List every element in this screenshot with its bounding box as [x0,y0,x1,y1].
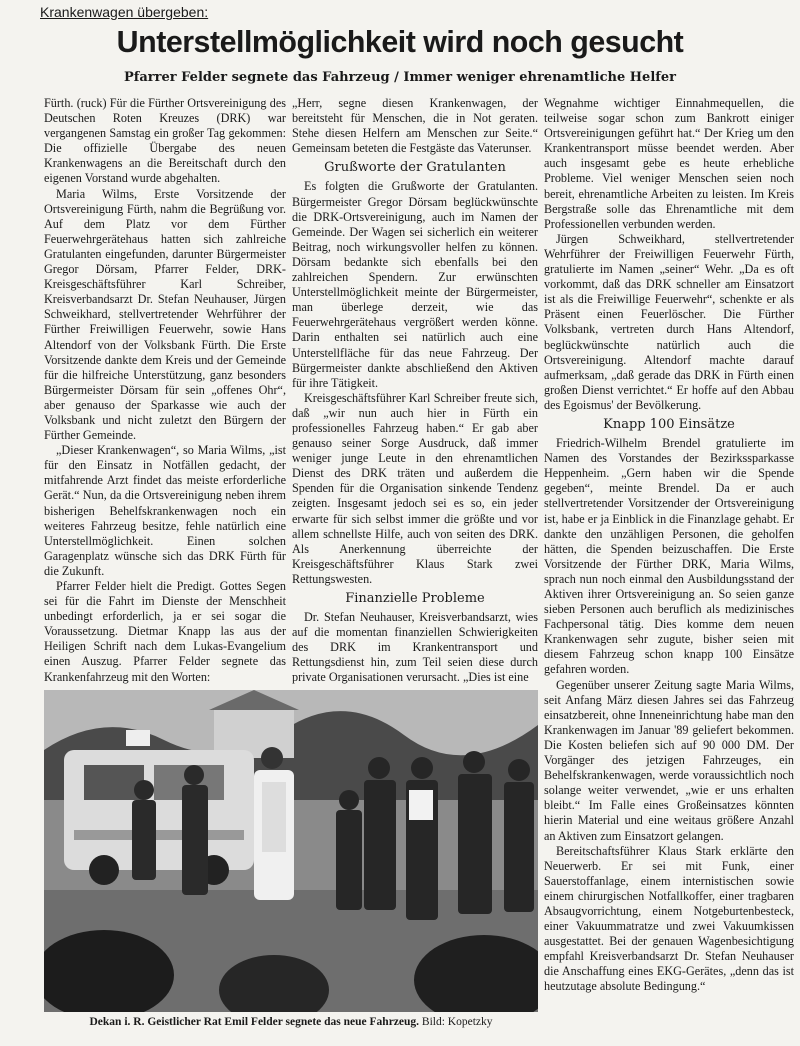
paragraph: Gegenüber unserer Zeitung sagte Maria Wilms, seit Anfang März diesen Jahres sei das Fahrzeug einsatzbereit, ohne Inneneinrichtung habe man den Krankenwagen im Januar '89 geliefert bekommen. Die Kosten beliefen sich auf 90 000 DM. Der Vorgänger des jetzigen Fahrzeuges, ein Behelfskrankenwagen, werde voraussichtlich noch solange weiter verwendet, „wie er uns erhalten bleibt.“ Im Falle eines Großeinsatzes könnten hierin Material und eine weitaus größere Anzahl an Aktiven zum Einsatzort gelangen. [544,677,794,843]
caption-text: Dekan i. R. Geistlicher Rat Emil Felder segnete das neue Fahrzeug. [89,1016,420,1028]
paragraph: Fürth. (ruck) Für die Fürther Ortsvereinigung des Deutschen Roten Kreuzes (DRK) war vergangenen Samstag ein großer Tag gekommen: Die offizielle Übergabe des neuen Krankenwagens an die Bereitschaft durch den eigenen Vorstand wurde abgehalten. [44,96,286,186]
article-column-3 [544,96,794,1046]
kicker: Krankenwagen übergeben: [40,4,209,20]
headline: Unterstellmöglichkeit wird noch gesucht [116,24,684,59]
paragraph: „Herr, segne diesen Krankenwagen, der bereitsteht für Menschen, die in Not geraten. Stehe diesen Helfern am Menschen zur Seite.“ Gemeinsam beteten die Festgäste das Vaterunser. [292,96,538,156]
paragraph: Jürgen Schweikhard, stellvertretender Wehrführer der Freiwilligen Feuerwehr Fürth, gratulierte im Namen „seiner“ Wehr. „Da es oft vorkommt, daß das DRK schneller am Einsatzort ist als die Freiwillige Feuerwehr“, schenkte er als Präsent einen Feuerlöscher. Die Fürther Volksbank, vertreten durch Hans Altendorf, beglückwünschte natürlich auch die Ortsvereinigung. Altendorf machte darauf aufmerksam, „daß gerade das DRK in Fürth einen großen Dienst verrichtet.“ Er hoffe auf den Abbau des Egoismus' der Bevölkerung. [544,231,794,412]
section-heading: Knapp 100 Einsätze [603,416,735,432]
paragraph: Friedrich-Wilhelm Brendel gratulierte im Namen des Vorstandes der Bezirkssparkasse Heppenheim. „Gern haben wir die Spende gegeben“, meinte Brendel. Da er auch stellvertretender Vorsitzender der Ortsvereinigung ist, habe er ja Einblick in die Finanzlage gehabt. Er dankte den unzähligen Personen, die geholfen hätten, die Spenden beizuschaffen. Die Erste Vorsitzende der Fürther DRK, Maria Wilms, sprach nun noch einmal den Ausbildungsstand der Aktiven ihrer Ortsvereinigung an. So seien ganze sieben Personen auch beruflich als medizinisches Fachpersonal tätig. Dies komme dem neuen Krankenwagen sehr zugute, bisher seien mit diesem Fahrzeug schon knapp 100 Einsätze gefahren worden. [544,436,794,677]
photo-credit: Bild: Kopetzky [421,1016,493,1028]
paragraph: Kreisgeschäftsführer Karl Schreiber freute sich, daß „wir nun auch hier in Fürth ein professionelles Fahrzeug haben.“ Er gab aber genauso seiner Sorge Ausdruck, daß immer weniger junge Leute in den ehrenamtlichen Dienst des DRK träten und außerdem die Spenden für die Organisation sinkende Tendenz zeigten. Insgesamt jedoch sei es so, ein jeder erwarte für sich selbst immer die größte und vor allem schnellste Hilfe, auch von seiten des DRK. Als Anerkennung überreichte der Kreisgeschäftsführer Klaus Stark zwei Rettungswesten. [292,390,538,586]
news-photo [44,690,538,1012]
section-heading: Grußworte der Gratulanten [324,160,506,176]
photo-illustration [44,690,538,1012]
subheadline: Pfarrer Felder segnete das Fahrzeug / Immer weniger ehrenamtliche Helfer [124,70,676,85]
section-heading: Finanzielle Probleme [345,591,485,606]
article-column-1 [44,96,286,686]
photo-caption [44,1016,538,1028]
paragraph: Dr. Stefan Neuhauser, Kreisverbandsarzt, wies auf die momentan finanziellen Schwierigkeiten des DRK im Krankentransport und Rettungsdienst hin, zum Teil seien diese durch private Organisationen verursacht. „Dies ist eine [292,610,538,685]
paragraph: Bereitschaftsführer Klaus Stark erklärte den Neuerwerb. Er sei mit Funk, einer Sauerstoffanlage, einem internistischen sowie einem chirurgischen Notfallkoffer, einer tragbaren Absaugvorrichtung, einem Notgeburtenbesteck, einer Vakuummatratze und zwei Vakuumkissen ausgestattet. Bei der genauen Wagenbesichtigung empfahl Kreisverbandsarzt Dr. Stefan Neuhauser die Anschaffung eines EKG-Gerätes, „denn das ist heutzutage absolute Bedingung.“ [544,843,794,994]
paragraph: Maria Wilms, Erste Vorsitzende der Ortsvereinigung Fürth, nahm die Begrüßung vor. Auf dem Platz vor dem Fürther Feuerwehrgerätehaus hatten sich zahlreiche Gratulanten eingefunden, darunter Bürgermeister Gregor Dörsam, Pfarrer Felder, DRK-Kreisgeschäftsführer Karl Schreiber, Kreisverbandsarzt Dr. Stefan Neuhauser, Jürgen Schweikhard, stellvertretender Wehrführer der Fürther Freiwilligen Feuerwehr, sowie Hans Altendorf von der Volksbank Fürth. Die Erste Vorsitzende dankte dem Kreis und der Gemeinde für die hilfreiche Unterstützung, ganz besonders Bürgermeister Dörsam für sein „offenes Ohr“, aber genauso der Sparkasse wie auch der Volksbank und nicht zuletzt den Bürgern der Fürther Gemeinde. [44,186,286,443]
paragraph: „Dieser Krankenwagen“, so Maria Wilms, „ist für den Einsatz in Notfällen gedacht, der mitfahrende Arzt findet das meiste erforderliche Gerät.“ Nun, da die Ortsvereinigung neben ihrem bisherigen Behelfskrankenwagen noch ein weiteres Fahrzeug besitze, fehle natürlich eine Unterstellmöglichkeit. Einen solchen Garagenplatz wünsche sich das DRK Fürth für die Zukunft. [44,443,286,578]
article-column-2 [292,96,538,686]
paragraph: Pfarrer Felder hielt die Predigt. Gottes Segen sei für die Fahrt im Dienste der Menschheit unbedingt erforderlich, ja er sei sogar die Voraussetzung. Dietmar Knapp las aus der Heiligen Schrift nach dem Lukas-Evangelium einen Auszug. Pfarrer Felder segnete das Krankenfahrzeug mit den Worten: [44,579,286,684]
paragraph: Es folgten die Grußworte der Gratulanten. Bürgermeister Gregor Dörsam beglückwünschte die DRK-Ortsvereinigung, auch im Namen der Gemeinde. Der Wagen sei sicherlich ein weiterer Beitrag, noch wirkungsvoller helfen zu können. Dörsam bedankte sich ebenfalls bei den zahlreichen Spendern. Zur erwünschten Unterstellmöglichkeit meinte der Bürgermeister, man überlege derzeit, wie das Feuerwehrgerätehaus vergrößert werden könne. Darin enthalten sei natürlich auch eine Unterstellfläche für das neue Fahrzeug. Der Bürgermeister dankte abschließend den Aktiven für ihre Tätigkeit. [292,179,538,390]
paragraph: Wegnahme wichtiger Einnahmequellen, die teilweise sogar schon zum Bankrott einiger Ortsvereinigungen geführt hat.“ Der Krieg um den Krankentransport müsse beendet werden. Aber auch insgesamt gebe es heute erhebliche Probleme. Viel weniger Menschen seien noch bereit, ehrenamtliche Arbeiten zu leisten. Im Kreis Bergstraße solle das Ehrenamtliche mit dem Professionellen verbunden werden. [544,96,794,231]
